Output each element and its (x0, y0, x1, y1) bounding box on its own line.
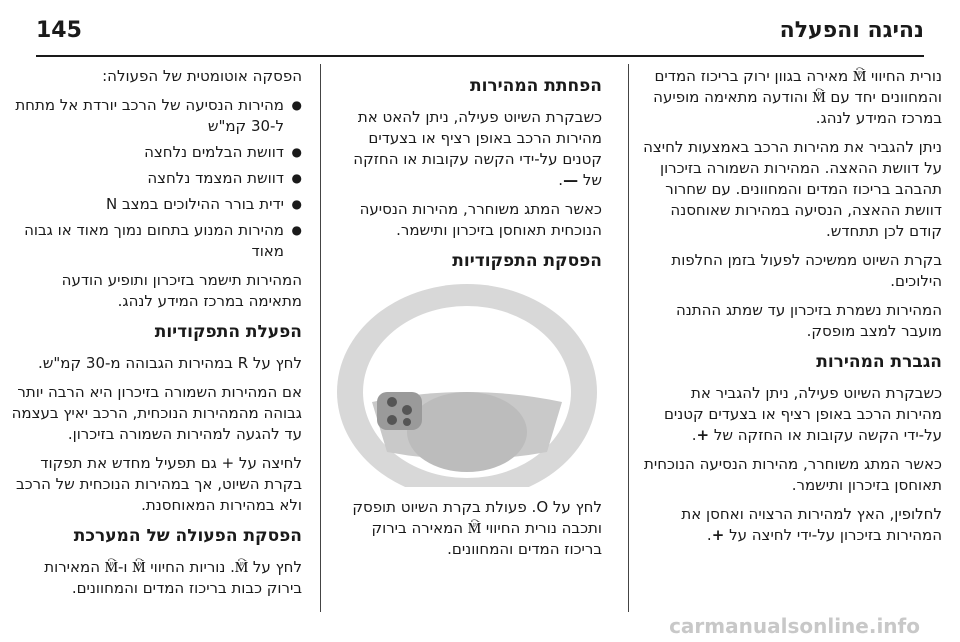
right-column (642, 66, 942, 554)
section-heading-resume: הפעלת התפקודיות (154, 322, 302, 342)
list-item: ● ידית בורר ההילוכים במצב N (10, 194, 284, 215)
plus-icon: + (711, 526, 725, 544)
section-heading-disable: הפסקת הפעולה של המערכת (73, 526, 302, 546)
steering-wheel-image (332, 282, 602, 487)
paragraph: בקרת השיוט ממשיכה לפעול בזמן החלפות הילוכים. (671, 251, 942, 290)
page-number: 145 (36, 18, 82, 43)
paragraph: כאשר המתג משוחרר, מהירות הנסיעה הנוכחית תאוחסן בזיכרון ותישמר. (643, 455, 942, 494)
list-item: ● מהירות הנסיעה של הרכב יורדת אל מתחת ל-30 קמ"ש (10, 95, 284, 137)
column-divider (628, 64, 629, 612)
paragraph: כשבקרת השיוט פעילה, ניתן להאט את מהירות הרכב באופן רציף או בצעדים קטנים על-ידי הקשה עקובות או החזקה של —. (353, 108, 602, 189)
paragraph: המהירות נשמרת בזיכרון עד שמתג ההתנה מועבר למצב מופסק. (675, 301, 942, 340)
section-heading-increase: הגברת המהירות (816, 352, 942, 372)
list-item: ● מהירות המנוע בתחום נמוך מאוד או גבוה מאוד (10, 220, 284, 262)
page-header (36, 14, 924, 54)
paragraph: לחיצה על + גם תפעיל מחדש את תפקוד בקרת השיוט, אך במהירות הנוכחית של הרכב ולא במהירות המאוחסנת. (16, 454, 302, 514)
paragraph: אם המהירות השמורה בזיכרון היא הרבה יותר גבוהה מהמהירות הנוכחית, הרכב יאיץ בעצמה עד להגעה למהירות השמורה בזיכרון. (11, 383, 302, 443)
list-item: ● דוושת המצמד נלחצה (10, 168, 284, 189)
paragraph: נורית החיווי 🕅 מאירה בגוון ירוק בריכוז המדים והמחוונים יחד עם 🕅 והודעה מתאימה מופיעה במרכז המידע לנהג. (653, 67, 942, 127)
paragraph: ניתן להגביר את מהירות הרכב באמצעות לחיצה על דוושת ההאצה. המהירות השמורה בזיכרון תהבהב בריכוז המדים והמחוונים. עם שחרור דוושת ההאצה, הנסיעה במהירות שאוחסנה קודם לכן תתחדש. (643, 138, 942, 240)
paragraph: לחלופין, האץ למהירות הרצויה ואחסן את המהירות בזיכרון על-ידי לחיצה על +. (681, 505, 942, 544)
page-title: נהיגה והפעלה (779, 18, 924, 43)
header-rule (36, 55, 924, 57)
plus-icon: + (696, 426, 710, 444)
watermark: carmanualsonline.info (669, 614, 920, 638)
paragraph: כשבקרת השיוט פעילה, ניתן להגביר את מהירות הרכב באופן רציף או בצעדים קטנים על-ידי הקשה עקובות או החזקה של +. (663, 384, 942, 444)
paragraph: כאשר המתג משוחרר, מהירות הנסיעה הנוכחית תאוחסן בזיכרון ותישמר. (359, 200, 602, 239)
section-heading-decrease: הפחתת המהירות (469, 76, 602, 96)
list-item: ● דוושת הבלמים נלחצה (10, 142, 284, 163)
paragraph: לחץ על O. פעולת בקרת השיוט תופסק ותכבה נורית החיווי 🕅 המאירה בירוק בריכוז המדים והמחוונים. (352, 498, 602, 558)
minus-icon: — (563, 171, 579, 189)
column-divider (320, 64, 321, 612)
middle-column (332, 66, 602, 568)
paragraph: המהירות תישמר בזיכרון ותופיע הודעה מתאימה במרכז המידע לנהג. (61, 271, 302, 310)
section-heading-stop: הפסקת התפקודיות (452, 251, 602, 271)
paragraph: לחץ על R במהירות הגבוהה מ-30 קמ"ש. (38, 354, 302, 372)
paragraph: הפסקה אוטומטית של הפעולה: (102, 67, 302, 85)
left-column (10, 66, 302, 607)
paragraph: לחץ על 🕅. נוריות החיווי 🕅 ו-🕅 המאירות בירוק כבות בריכוז המדים והמחוונים. (44, 558, 302, 597)
auto-stop-list (10, 95, 302, 262)
